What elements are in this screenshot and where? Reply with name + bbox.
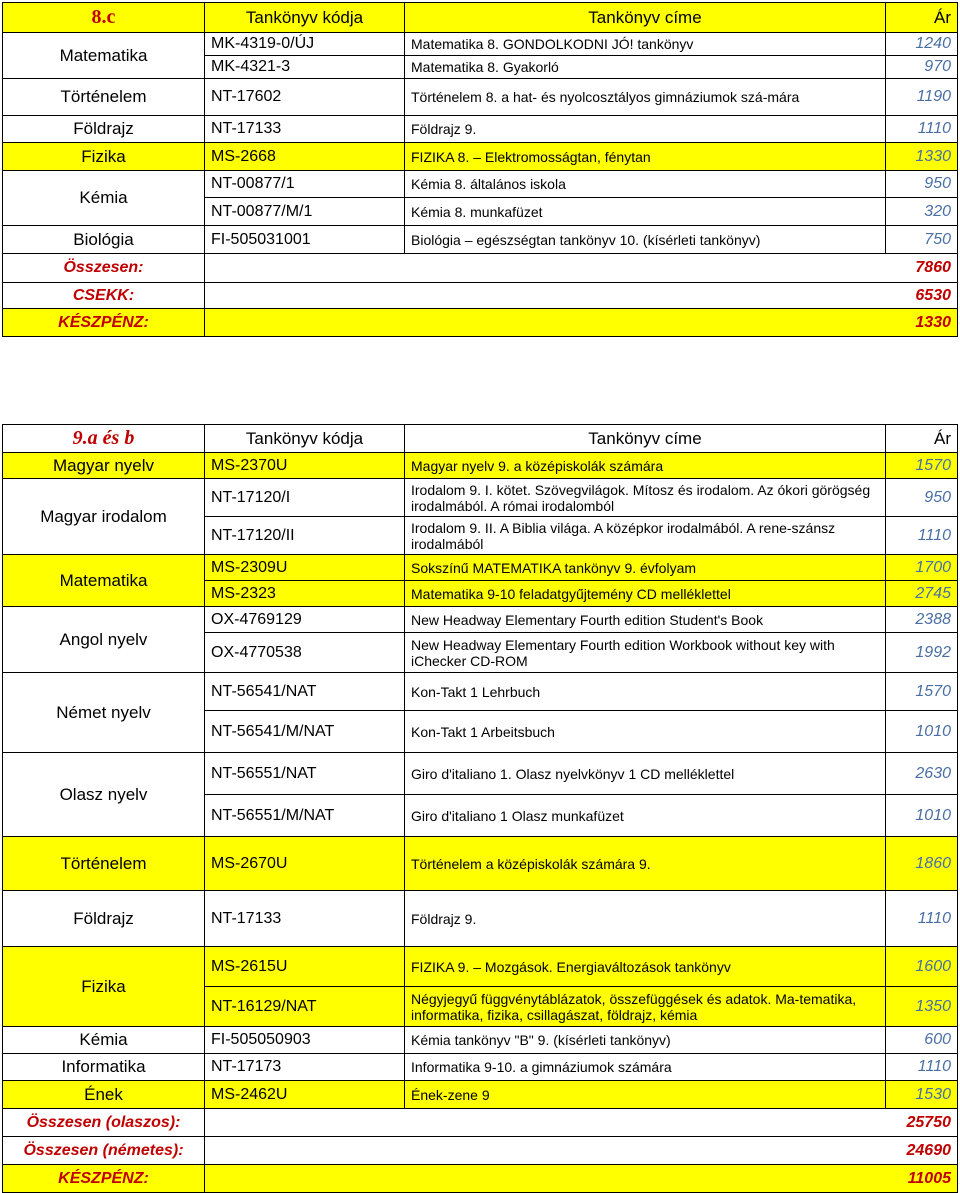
table-row [3, 1027, 958, 1054]
price-cell: 1860 [886, 837, 958, 891]
code-cell: OX-4769129 [205, 607, 405, 633]
subject-cell: Kémia [3, 1027, 205, 1054]
price-cell: 1700 [886, 555, 958, 581]
code-cell: MS-2370U [205, 453, 405, 479]
total-value: 25750 [205, 1109, 958, 1137]
table-row [3, 116, 958, 143]
subject-cell: Biológia [3, 226, 205, 254]
col-header-title: Tankönyv címe [405, 3, 886, 33]
code-cell: MK-4321-3 [205, 56, 405, 79]
title-cell: Földrajz 9. [405, 116, 886, 143]
table-header-row [3, 3, 958, 33]
total-row [3, 1165, 958, 1193]
title-cell: FIZIKA 8. – Elektromosságtan, fénytan [405, 143, 886, 171]
subject-cell: Földrajz [3, 891, 205, 947]
price-cell: 600 [886, 1027, 958, 1054]
price-cell: 950 [886, 171, 958, 198]
subject-cell: Földrajz [3, 116, 205, 143]
col-header-price: Ár [886, 3, 958, 33]
subject-cell: Fizika [3, 143, 205, 171]
subject-cell: Történelem [3, 837, 205, 891]
subject-cell: Matematika [3, 555, 205, 607]
total-value: 1330 [205, 309, 958, 337]
table-row [3, 33, 958, 56]
code-cell: FI-505050903 [205, 1027, 405, 1054]
code-cell: NT-17133 [205, 116, 405, 143]
code-cell: FI-505031001 [205, 226, 405, 254]
price-cell: 970 [886, 56, 958, 79]
title-cell: Történelem 8. a hat- és nyolcosztályos gimnáziumok szá-mára [405, 79, 886, 116]
table-row [3, 555, 958, 581]
price-cell: 1110 [886, 517, 958, 555]
title-cell: New Headway Elementary Fourth edition Student's Book [405, 607, 886, 633]
code-cell: NT-56551/NAT [205, 753, 405, 795]
price-cell: 1110 [886, 116, 958, 143]
total-value: 7860 [205, 254, 958, 283]
price-cell: 1240 [886, 33, 958, 56]
col-header-title: Tankönyv címe [405, 425, 886, 453]
price-cell: 1600 [886, 947, 958, 987]
total-row [3, 1137, 958, 1165]
code-cell: MS-2615U [205, 947, 405, 987]
title-cell: Giro d'italiano 1. Olasz nyelvkönyv 1 CD melléklettel [405, 753, 886, 795]
code-cell: NT-17120/II [205, 517, 405, 555]
code-cell: MS-2323 [205, 581, 405, 607]
price-cell: 1330 [886, 143, 958, 171]
title-cell: Kémia tankönyv "B" 9. (kísérleti tankönyv) [405, 1027, 886, 1054]
subject-cell: Angol nyelv [3, 607, 205, 673]
title-cell: Kon-Takt 1 Arbeitsbuch [405, 711, 886, 753]
subject-cell: Olasz nyelv [3, 753, 205, 837]
table-row [3, 226, 958, 254]
code-cell: NT-16129/NAT [205, 987, 405, 1027]
title-cell: Történelem a középiskolák számára 9. [405, 837, 886, 891]
title-cell: New Headway Elementary Fourth edition Workbook without key with iChecker CD-ROM [405, 633, 886, 673]
table-header-row [3, 425, 958, 453]
table-row [3, 1054, 958, 1081]
col-header-price: Ár [886, 425, 958, 453]
title-cell: Kémia 8. munkafüzet [405, 198, 886, 226]
price-cell: 1570 [886, 453, 958, 479]
price-cell: 1992 [886, 633, 958, 673]
table-row [3, 171, 958, 198]
title-cell: Magyar nyelv 9. a középiskolák számára [405, 453, 886, 479]
title-cell: Ének-zene 9 [405, 1081, 886, 1109]
price-cell: 2388 [886, 607, 958, 633]
price-cell: 1570 [886, 673, 958, 711]
total-value: 6530 [205, 283, 958, 309]
subject-cell: Magyar irodalom [3, 479, 205, 555]
code-cell: MS-2462U [205, 1081, 405, 1109]
title-cell: FIZIKA 9. – Mozgások. Energiaváltozások tankönyv [405, 947, 886, 987]
col-header-code: Tankönyv kódja [205, 425, 405, 453]
table-row [3, 479, 958, 517]
total-label: CSEKK: [3, 283, 205, 309]
price-cell: 1530 [886, 1081, 958, 1109]
title-cell: Négyjegyű függvénytáblázatok, összefüggések és adatok. Ma-tematika, informatika, fizika, csillagászat, földrajz, kémia [405, 987, 886, 1027]
table-9ab [2, 424, 958, 1193]
subject-cell: Ének [3, 1081, 205, 1109]
total-row [3, 283, 958, 309]
code-cell: NT-17133 [205, 891, 405, 947]
code-cell: MS-2309U [205, 555, 405, 581]
price-cell: 1350 [886, 987, 958, 1027]
price-cell: 950 [886, 479, 958, 517]
subject-cell: Informatika [3, 1054, 205, 1081]
class-label: 9.a és b [3, 425, 205, 453]
title-cell: Kon-Takt 1 Lehrbuch [405, 673, 886, 711]
table-row [3, 143, 958, 171]
code-cell: MS-2668 [205, 143, 405, 171]
subject-cell: Magyar nyelv [3, 453, 205, 479]
table-row [3, 607, 958, 633]
subject-cell: Fizika [3, 947, 205, 1027]
price-cell: 1110 [886, 891, 958, 947]
class-label: 8.c [3, 3, 205, 33]
code-cell: NT-56551/M/NAT [205, 795, 405, 837]
title-cell: Giro d'italiano 1 Olasz munkafüzet [405, 795, 886, 837]
total-label: Összesen: [3, 254, 205, 283]
table-row [3, 947, 958, 987]
price-cell: 1190 [886, 79, 958, 116]
title-cell: Földrajz 9. [405, 891, 886, 947]
code-cell: MS-2670U [205, 837, 405, 891]
code-cell: OX-4770538 [205, 633, 405, 673]
title-cell: Matematika 8. Gyakorló [405, 56, 886, 79]
table-row [3, 1081, 958, 1109]
table-row [3, 891, 958, 947]
table-row [3, 79, 958, 116]
price-cell: 2630 [886, 753, 958, 795]
subject-cell: Német nyelv [3, 673, 205, 753]
total-label: KÉSZPÉNZ: [3, 1165, 205, 1193]
subject-cell: Kémia [3, 171, 205, 226]
table-row [3, 673, 958, 711]
title-cell: Matematika 9-10 feladatgyűjtemény CD melléklettel [405, 581, 886, 607]
title-cell: Irodalom 9. II. A Biblia világa. A középkor irodalmából. A rene-szánsz irodalmából [405, 517, 886, 555]
title-cell: Kémia 8. általános iskola [405, 171, 886, 198]
code-cell: NT-56541/M/NAT [205, 711, 405, 753]
table-row [3, 753, 958, 795]
code-cell: MK-4319-0/ÚJ [205, 33, 405, 56]
table-row [3, 837, 958, 891]
code-cell: NT-00877/M/1 [205, 198, 405, 226]
title-cell: Biológia – egészségtan tankönyv 10. (kísérleti tankönyv) [405, 226, 886, 254]
total-row [3, 254, 958, 283]
price-cell: 320 [886, 198, 958, 226]
title-cell: Matematika 8. GONDOLKODNI JÓ! tankönyv [405, 33, 886, 56]
total-row [3, 1109, 958, 1137]
subject-cell: Matematika [3, 33, 205, 79]
code-cell: NT-17602 [205, 79, 405, 116]
price-cell: 1110 [886, 1054, 958, 1081]
col-header-code: Tankönyv kódja [205, 3, 405, 33]
total-value: 11005 [205, 1165, 958, 1193]
title-cell: Irodalom 9. I. kötet. Szövegvilágok. Mítosz és irodalom. Az ókori görögség irodalmából. A római irodalomból [405, 479, 886, 517]
title-cell: Sokszínű MATEMATIKA tankönyv 9. évfolyam [405, 555, 886, 581]
code-cell: NT-17120/I [205, 479, 405, 517]
price-cell: 2745 [886, 581, 958, 607]
code-cell: NT-17173 [205, 1054, 405, 1081]
price-cell: 1010 [886, 711, 958, 753]
price-cell: 750 [886, 226, 958, 254]
total-label: Összesen (olaszos): [3, 1109, 205, 1137]
price-cell: 1010 [886, 795, 958, 837]
total-label: Összesen (németes): [3, 1137, 205, 1165]
total-label: KÉSZPÉNZ: [3, 309, 205, 337]
title-cell: Informatika 9-10. a gimnáziumok számára [405, 1054, 886, 1081]
table-8c [2, 2, 958, 337]
total-value: 24690 [205, 1137, 958, 1165]
table-row [3, 453, 958, 479]
subject-cell: Történelem [3, 79, 205, 116]
code-cell: NT-00877/1 [205, 171, 405, 198]
total-row [3, 309, 958, 337]
code-cell: NT-56541/NAT [205, 673, 405, 711]
